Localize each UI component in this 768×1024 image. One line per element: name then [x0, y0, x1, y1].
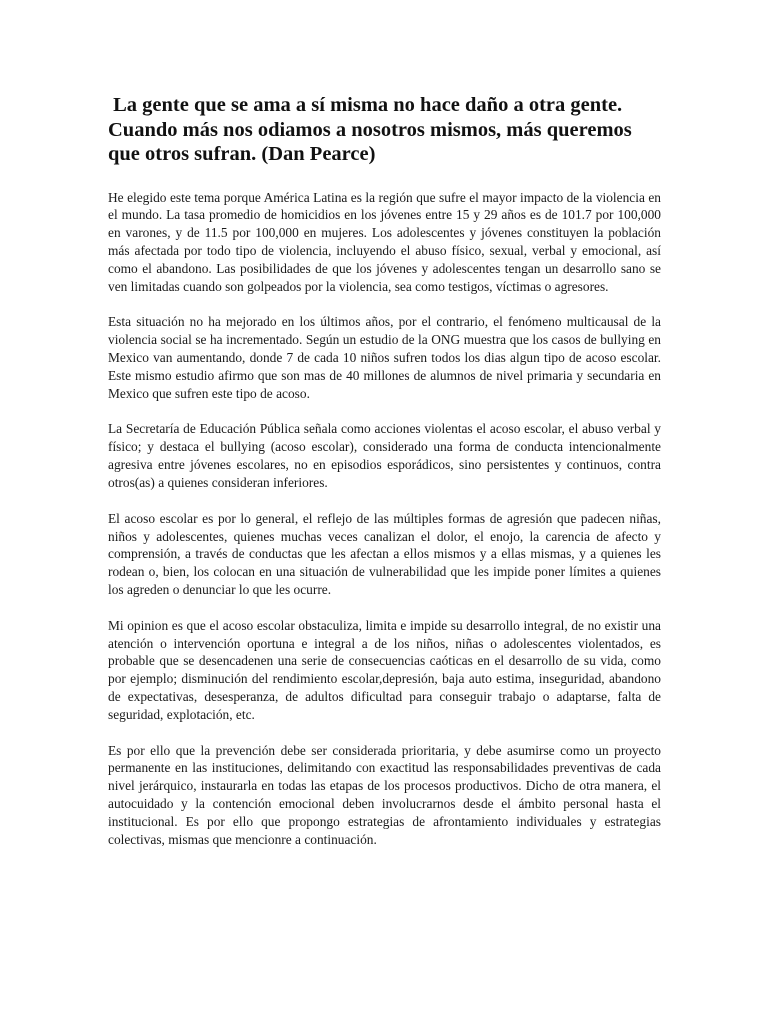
document-page — [108, 93, 661, 867]
paragraph-aggression-forms: El acoso escolar es por lo general, el reflejo de las múltiples formas de agresión que padecen niñas, niños y adolescentes, quienes muchas veces canalizan el dolor, el enojo, la carencia de afecto y comprensión, a través de conductas que les afectan a ellos mismos y a ellas mismas, y a quienes les rodean o, bien, los colocan en una situación de vulnerabilidad que les impide poner límites a quienes los agreden o denunciar lo que les ocurre. — [108, 510, 661, 598]
paragraph-prevention: Es por ello que la prevención debe ser considerada prioritaria, y debe asumirse como un proyecto permanente en las instituciones, delimitando con exactitud las responsabilidades preventivas de cada nivel jerárquico, instaurarla en todas las etapas de los procesos productivos. Dicho de otra manera, el autocuidado y la contención emocional deben involucrarnos desde el ámbito personal hasta el institucional. Es por ello que propongo estrategias de afrontamiento individuales y estrategias colectivas, mismas que mencionre a continuación. — [108, 742, 661, 848]
paragraph-introduction: He elegido este tema porque América Latina es la región que sufre el mayor impacto de la violencia en el mundo. La tasa promedio de homicidios en los jóvenes entre 15 y 29 años es de 101.7 por 100,000 en varones, y de 11.5 por 100,000 en mujeres. Los adolescentes y jóvenes constituyen la población más afectada por todo tipo de violencia, incluyendo el abuso físico, sexual, verbal y emocional, así como el abandono. Las posibilidades de que los jóvenes y adolescentes tengan un desarrollo sano se ven limitadas cuando son golpeados por la violencia, sea como testigos, víctimas o agresores. — [108, 189, 661, 295]
document-quote-heading: La gente que se ama a sí misma no hace daño a otra gente. Cuando más nos odiamos a nosotros mismos, más queremos que otros sufran. (Dan Pearce) — [108, 94, 632, 165]
paragraph-opinion: Mi opinion es que el acoso escolar obstaculiza, limita e impide su desarrollo integral, de no existir una atención o intervención oportuna e integral a de los niños, niñas o adolescentes violentados, es probable que se desencadenen una serie de consecuencias caóticas en el desarrollo de su vida, como por ejemplo; disminución del rendimiento escolar,depresión, baja auto estima, inseguridad, abandono de expectativas, desesperanza, de adultos dificultad para conseguir trabajo o adaptarse, falta de seguridad, explotación, etc. — [108, 617, 661, 723]
paragraph-situation: Esta situación no ha mejorado en los últimos años, por el contrario, el fenómeno multicausal de la violencia social se ha incrementado. Según un estudio de la ONG muestra que los casos de bullying en Mexico van aumentando, donde 7 de cada 10 niños sufren todos los dias algun tipo de acoso escolar. Este mismo estudio afirmo que son mas de 40 millones de alumnos de nivel primaria y secundaria en Mexico que sufren este tipo de acoso. — [108, 314, 661, 402]
paragraph-sep-definition: La Secretaría de Educación Pública señala como acciones violentas el acoso escolar, el abuso verbal y físico; y destaca el bullying (acoso escolar), considerado una forma de conducta intencionalmente agresiva entre jóvenes escolares, no en episodios esporádicos, sino persistentes y continuos, contra otros(as) a quienes consideran inferiores. — [108, 421, 661, 491]
